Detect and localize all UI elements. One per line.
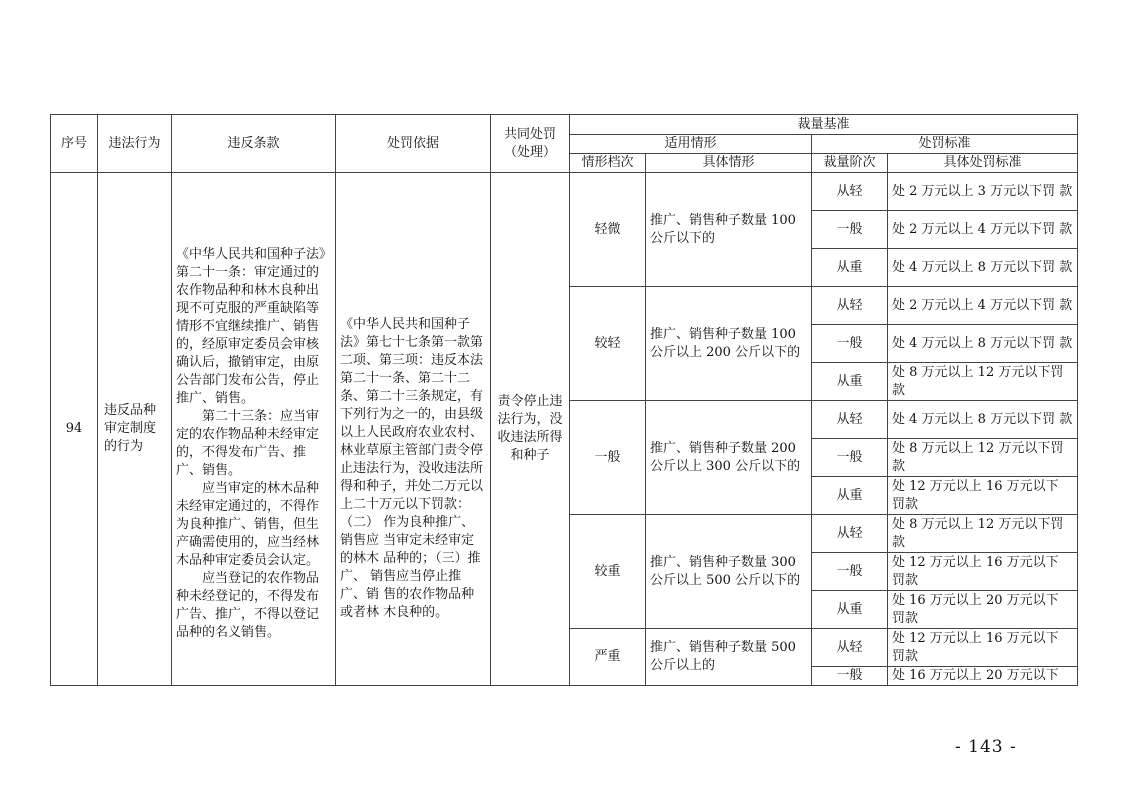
clause-23-forest: 应当审定的林木品种未经审定通过的，不得作为良种推广、销售，但生产确需使用的，应当经林木品种审定委员会认定。 xyxy=(176,481,320,568)
header-situation: 具体情形 xyxy=(646,154,812,173)
row-seq: 94 xyxy=(51,173,98,686)
penalty-standard: 处 4 万元以上 8 万元以下罚 款 xyxy=(888,401,1078,439)
penalty-standard: 处 4 万元以上 8 万元以下罚 款 xyxy=(888,249,1078,287)
degree: 从重 xyxy=(812,249,888,287)
penalty-standard: 处 8 万元以上 12 万元以下罚 款 xyxy=(888,515,1078,553)
penalty-standard: 处 2 万元以上 3 万元以下罚 款 xyxy=(888,173,1078,211)
level-name: 较轻 xyxy=(570,287,646,401)
common-penalty: 责令停止违法行为，没收违法所得和种子 xyxy=(491,173,570,686)
level-name: 一般 xyxy=(570,401,646,515)
header-common: 共同处罚（处理） xyxy=(491,115,570,173)
degree: 从重 xyxy=(812,477,888,515)
degree: 一般 xyxy=(812,325,888,363)
penalty-standard: 处 8 万元以上 12 万元以下罚 款 xyxy=(888,363,1078,401)
degree: 从重 xyxy=(812,591,888,629)
degree: 从轻 xyxy=(812,515,888,553)
penalty-standard: 处 8 万元以上 12 万元以下罚 款 xyxy=(888,439,1078,477)
degree: 从轻 xyxy=(812,287,888,325)
violated-clauses xyxy=(172,173,336,686)
penalty-standard: 处 4 万元以上 8 万元以下罚 款 xyxy=(888,325,1078,363)
degree: 从轻 xyxy=(812,401,888,439)
penalty-standard: 处 12 万元以上 16 万元以下 罚款 xyxy=(888,553,1078,591)
header-behavior: 违法行为 xyxy=(98,115,172,173)
penalty-standard-table xyxy=(50,114,1078,686)
level-situation: 推广、销售种子数量 100 公斤以下的 xyxy=(646,173,812,287)
clause-21: 《中华人民共和国种子法》第二十一条：审定通过的农作物品种和林木良种出现不可克服的严重缺陷等情形不宜继续推广、销售的，经原审定委员会审核确认后，撤销审定，由原公告部门发布公告，停止推广、销售。 xyxy=(176,247,326,406)
degree: 一般 xyxy=(812,211,888,249)
header-specific: 具体处罚标准 xyxy=(888,154,1078,173)
degree: 一般 xyxy=(812,667,888,686)
row-behavior: 违反品种审定制度的行为 xyxy=(98,173,172,686)
penalty-basis: 《中华人民共和国种子法》第七十七条第一款第二项、第三项：违反本法第二十一条、第二十二条、第二十三条规定，有下列行为之一的，由县级以上人民政府农业农村、林业草原主管部门责令停止违法行为，没收违法所得和种子，并处二万元以上二十万元以下罚款：（二） 作为良种推广、销售应 当审定未经审定的林木 品种的；（三）推广、 销售应当停止推广、销 售的农作物品种或者林 木良种的。 xyxy=(336,173,491,686)
penalty-standard: 处 16 万元以上 20 万元以下 xyxy=(888,667,1078,686)
penalty-standard: 处 12 万元以上 16 万元以下 罚款 xyxy=(888,629,1078,667)
penalty-standard: 处 12 万元以上 16 万元以下 罚款 xyxy=(888,477,1078,515)
header-violated: 违反条款 xyxy=(172,115,336,173)
level-situation: 推广、销售种子数量 500 公斤以上的 xyxy=(646,629,812,686)
degree: 一般 xyxy=(812,439,888,477)
degree: 从轻 xyxy=(812,173,888,211)
header-level: 情形档次 xyxy=(570,154,646,173)
degree: 从重 xyxy=(812,363,888,401)
level-situation: 推广、销售种子数量 200 公斤以上 300 公斤以下的 xyxy=(646,401,812,515)
header-basis: 处罚依据 xyxy=(336,115,491,173)
penalty-standard: 处 16 万元以上 20 万元以下 罚款 xyxy=(888,591,1078,629)
degree: 一般 xyxy=(812,553,888,591)
clause-23-register: 应当登记的农作物品种未经登记的，不得发布广告、推广，不得以登记品种的名义销售。 xyxy=(176,571,320,640)
level-name: 较重 xyxy=(570,515,646,629)
page-number: - 143 - xyxy=(955,737,1017,757)
header-degree: 裁量阶次 xyxy=(812,154,888,173)
clause-23: 第二十三条：应当审定的农作物品种未经审定的，不得发布广告、推广、销售。 xyxy=(176,409,320,478)
penalty-standard: 处 2 万元以上 4 万元以下罚 款 xyxy=(888,287,1078,325)
header-seq: 序号 xyxy=(51,115,98,173)
level-situation: 推广、销售种子数量 100 公斤以上 200 公斤以下的 xyxy=(646,287,812,401)
level-situation: 推广、销售种子数量 300 公斤以上 500 公斤以下的 xyxy=(646,515,812,629)
level-name: 严重 xyxy=(570,629,646,686)
header-applicable: 适用情形 xyxy=(570,135,812,154)
penalty-standard: 处 2 万元以上 4 万元以下罚 款 xyxy=(888,211,1078,249)
header-standard: 处罚标准 xyxy=(812,135,1078,154)
degree: 从轻 xyxy=(812,629,888,667)
header-discretion: 裁量基准 xyxy=(570,115,1078,135)
level-name: 轻微 xyxy=(570,173,646,287)
